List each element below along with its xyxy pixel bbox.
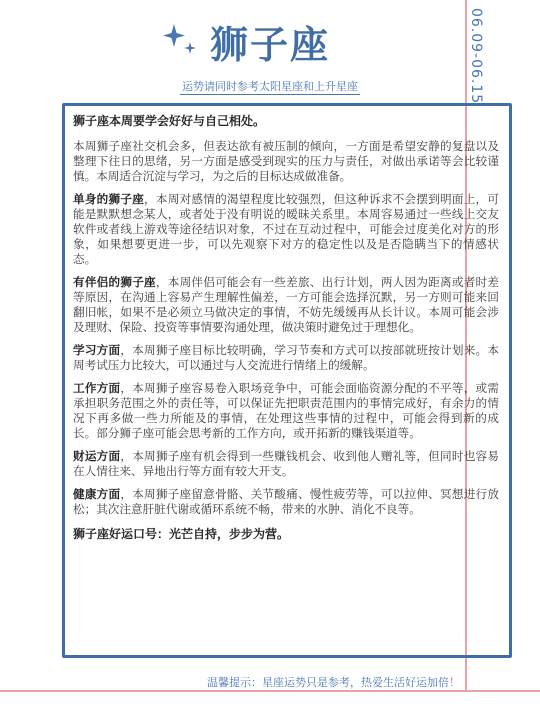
section-text: ，本周对感情的渴望程度比较强烈，但这种诉求不会摆到明面上，可能是默默想念某人，或者处于没有明说的暧昧关系里。本周容易通过一些线上交友软件或者线上游戏等途径结识对象，不过在互动过程中，可能会过度美化对方的形象，如果想要更进一步，可以先观察下对方的稳定性以及是否隐瞒当下的情感状态。 [73, 192, 499, 266]
section-label: 学习方面 [73, 343, 121, 357]
section-label: 工作方面 [73, 381, 121, 395]
lucky-slogan: 狮子座好运口号：光芒自持，步步为营。 [73, 527, 290, 541]
subtitle-text: 运势请同时参考太阳星座和上升星座 [182, 80, 358, 93]
section-label: 单身的狮子座 [73, 192, 145, 206]
overview-paragraph: 本周狮子座社交机会多，但表达欲有被压制的倾向，一方面是希望安静的复盘以及整理下往日的思绪，另一方面是感受到现实的压力与责任，对做出承诺等会比较谨慎。本周适合沉淀与学习，为之后的目标达成做准备。 [73, 139, 499, 183]
page-title: 狮子座 [209, 23, 330, 67]
intro-heading: 狮子座本周要学会好好与自己相处。 [73, 114, 266, 128]
section-text: ，本周狮子座目标比较明确，学习节奏和方式可以按部就班按计划来。本周考试压力比较大，可以通过与人交流进行情绪上的缓解。 [73, 343, 499, 372]
section-text: ，本周伴侣可能会有一些差旅、出行计划，两人因为距离或者时差等原因，在沟通上容易产生理解性偏差，一方可能会选择沉默，另一方则可能来回翻旧帐，如果不是必须立马做决定的事情，不妨先缓缓再从长计议。本周可能会涉及理财、保险、投资等事情要沟通处理，做决策时避免过于理想化。 [73, 275, 499, 334]
section-label: 有伴侣的狮子座 [73, 275, 156, 289]
section-study [73, 343, 499, 373]
horoscope-content [62, 103, 512, 658]
sparkle-icon [160, 18, 205, 58]
section-partnered [73, 275, 499, 335]
section-single [73, 192, 499, 267]
section-wealth [73, 449, 499, 479]
section-text: ，本周狮子座留意骨骼、关节酸痛、慢性疲劳等，可以拉伸、冥想进行放松；其次注意肝脏代谢或循环系统不畅，带来的水肿、消化不良等。 [73, 487, 499, 516]
section-work [73, 381, 499, 441]
tip-exclamation: ！ [449, 676, 460, 689]
subtitle [0, 78, 540, 94]
section-label: 健康方面 [73, 487, 121, 501]
section-text: ，本周狮子座有机会得到一些赚钱机会、收到他人赠礼等，但同时也容易在人情往来、异地出行等方面有较大开支。 [73, 449, 499, 478]
decorative-horizontal-line [0, 690, 540, 692]
section-health [73, 487, 499, 517]
date-range: 06.09-06.15 [468, 8, 484, 105]
section-text: ，本周狮子座容易卷入职场竞争中，可能会面临资源分配的不平等，或需承担职务范围之外的责任等，可以保证先把职责范围内的事情完成好，有余力的情况下再多做一些力所能及的事情，在处理这些事情的过程中，可能会得到新的成长。部分狮子座可能会思考新的工作方向，或开拓新的赚钱渠道等。 [73, 381, 499, 440]
section-label: 财运方面 [73, 449, 121, 463]
footer-tip [207, 674, 460, 690]
tip-text: 温馨提示：星座运势只是参考，热爱生活好运加倍 [207, 676, 449, 689]
